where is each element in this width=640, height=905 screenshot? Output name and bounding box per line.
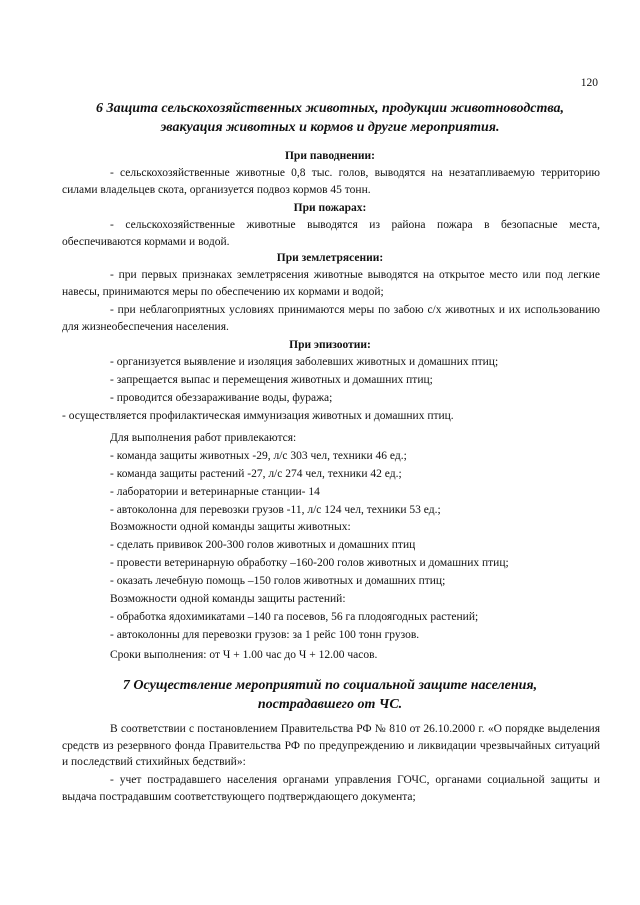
- section-6-title-line-2: эвакуация животных и кормов и другие мероприятия.: [160, 120, 500, 135]
- resources-item: - команда защиты растений -27, л/с 274 чел, техники 42 ед.;: [110, 468, 402, 480]
- quake-text-2: - при неблагоприятных условиях принимаются меры по забою с/х животных и их использованию для жизнеобеспечения населения.: [62, 304, 600, 333]
- section-7-title-line-2: пострадавшего от ЧС.: [257, 697, 403, 712]
- deadline-text: Сроки выполнения: от Ч + 1.00 час до Ч + 12.00 часов.: [110, 649, 378, 661]
- resources-item: - автоколонна для перевозки грузов -11, л/с 124 чел, техники 53 ед.;: [110, 504, 441, 516]
- epizootic-item: - запрещается выпас и перемещения животных и домашних птиц;: [110, 374, 433, 386]
- animal-team-item: - сделать прививок 200-300 голов животных и домашних птиц: [110, 539, 416, 551]
- page-number: 120: [580, 77, 598, 89]
- epizootic-item: - проводится обеззараживание воды, фуража;: [110, 392, 333, 404]
- resources-item: - команда защиты животных -29, л/с 303 чел, техники 46 ед.;: [110, 450, 407, 462]
- animal-team-item: - провести ветеринарную обработку –160-200 голов животных и домашних птиц;: [110, 557, 509, 569]
- quake-text-1: - при первых признаках землетрясения животные выводятся на открытое место или под легкие навесы, принимаются меры по обеспечению их кормами и водой;: [62, 269, 600, 298]
- plant-team-item: - автоколонны для перевозки грузов: за 1 рейс 100 тонн грузов.: [110, 629, 420, 641]
- fire-heading: При пожарах:: [293, 202, 367, 214]
- section-7-paragraph-1: В соответствии с постановлением Правительства РФ № 810 от 26.10.2000 г. «О порядке выделения средств из резервного фонда Правительства РФ по предупреждению и ликвидации чрезвычайных ситуаций и последствий стихийных бедствий»:: [62, 723, 600, 769]
- epizootic-item: - организуется выявление и изоляция заболевших животных и домашних птиц;: [110, 356, 499, 368]
- section-7-paragraph-2: - учет пострадавшего населения органами управления ГОЧС, органами социальной защиты и выдача пострадавшим соответствующего подтверждающего документа;: [62, 774, 600, 803]
- resources-intro: Для выполнения работ привлекаются:: [110, 432, 297, 444]
- plant-team-intro: Возможности одной команды защиты растений:: [110, 593, 346, 605]
- fire-text: - сельскохозяйственные животные выводятся из района пожара в безопасные места, обеспечиваются кормами и водой.: [62, 219, 600, 248]
- resources-item: - лаборатории и ветеринарные станции- 14: [110, 486, 320, 498]
- plant-team-item: - обработка ядохимикатами –140 га посевов, 56 га плодоягодных растений;: [110, 611, 479, 623]
- quake-heading: При землетрясении:: [276, 252, 384, 264]
- flood-heading: При паводнении:: [284, 150, 376, 162]
- flood-text: - сельскохозяйственные животные 0,8 тыс. голов, выводятся на незатапливаемую территорию силами владельцев скота, организуется подвоз кормов 45 тонн.: [62, 167, 600, 196]
- section-7-title-line-1: 7 Осуществление мероприятий по социальной защите населения,: [122, 678, 538, 693]
- epizootic-item: - осуществляется профилактическая иммунизация животных и домашних птиц.: [62, 410, 454, 422]
- animal-team-item: - оказать лечебную помощь –150 голов животных и домашних птиц;: [110, 575, 446, 587]
- epizootic-heading: При эпизоотии:: [289, 339, 371, 351]
- animal-team-intro: Возможности одной команды защиты животных:: [110, 521, 351, 533]
- section-6-title-line-1: 6 Защита сельскохозяйственных животных, продукции животноводства,: [95, 101, 565, 116]
